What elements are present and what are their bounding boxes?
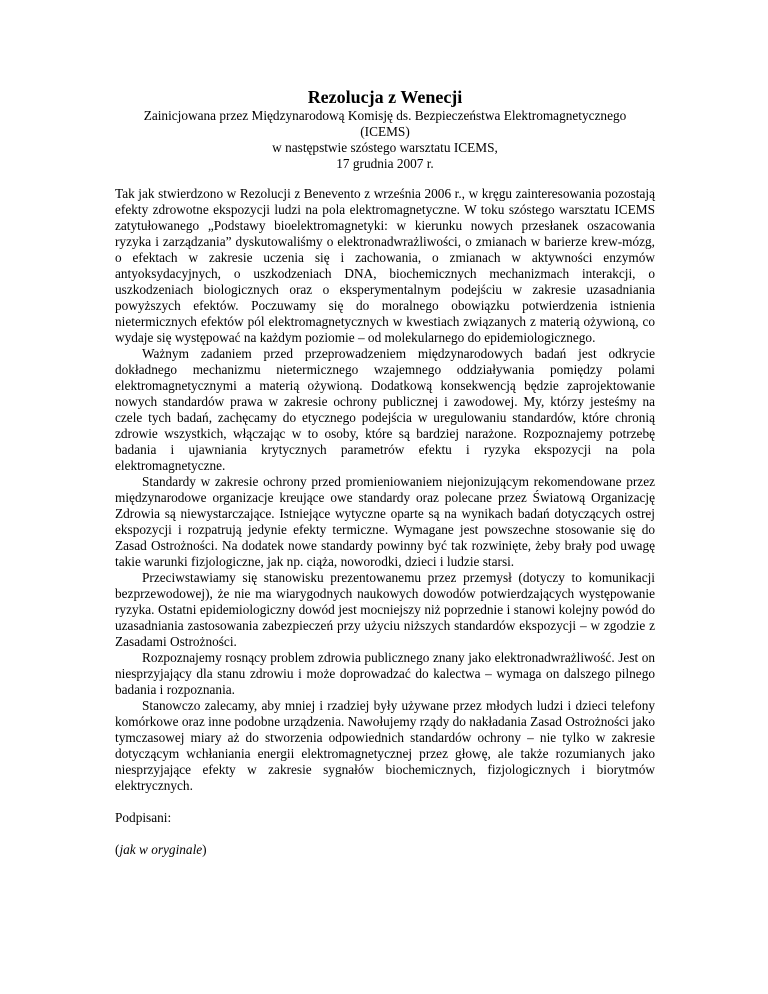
paragraph: Stanowczo zalecamy, aby mniej i rzadziej były używane przez młodych ludzi i dzieci telefony komórkowe oraz inne podobne urządzenia. Nawołujemy rządy do nakładania Zasad Ostrożności jako tymczasowej miary aż do stworzenia odpowiednich standardów ochrony – nie tylko w zakresie dotyczącym wchłaniania energii elektromagnetycznej przez głowę, ale także rozumianych jako niesprzyjające efekty w zakresie sygnałów biochemicznych, fizjologicznych i biorytmów elektrycznych. <box>115 698 655 793</box>
subtitle-line: (ICEMS) <box>360 124 410 139</box>
document-header <box>115 86 655 172</box>
subtitle-line: w następstwie szóstego warsztatu ICEMS, <box>272 140 498 155</box>
paragraph: Rozpoznajemy rosnący problem zdrowia publicznego znany jako elektronadwrażliwość. Jest on niesprzyjający dla stanu zdrowiu i może doprowadzać do kalectwa – wymaga on dalszego pilnego badania i rozpoznania. <box>115 650 655 697</box>
paragraph: Tak jak stwierdzono w Rezolucji z Benevento z września 2006 r., w kręgu zainteresowania pozostają efekty zdrowotne ekspozycji ludzi na pola elektromagnetyczne. W toku szóstego warsztatu ICEMS zatytułowanego „Podstawy bioelektromagnetyki: w kierunku nowych przesłanek oszacowania ryzyka i zarządzania” dyskutowaliśmy o elektronadwrażliwości, o zmianach w barierze krew-mózg, o efektach w zakresie uczenia się i zachowania, o zmianach w aktywności enzymów antyoksydacyjnych, o uszkodzeniach DNA, biochemicznych mechanizmach interakcji, o uszkodzeniach biologicznych oraz o eksperymentalnym podejściu w zakresie uzasadniania powyższych efektów. Poczuwamy się do moralnego obowiązku potwierdzenia istnienia nietermicznych efektów pól elektromagnetycznych w kwestiach związanych z materią ożywioną, co wydaje się występować na każdym poziomie – od molekularnego do epidemiologicznego. <box>115 186 655 345</box>
document-body <box>115 186 655 794</box>
signatories-note <box>115 842 655 858</box>
document-page <box>115 86 655 858</box>
paragraph: Przeciwstawiamy się stanowisku prezentowanemu przez przemysł (dotyczy to komunikacji bezprzewodowej), że nie ma wiarygodnych naukowych dowodów potwierdzających występowanie ryzyka. Ostatni epidemiologiczny dowód jest mocniejszy niż poprzednie i stanowi kolejny powód do uzasadniania zastosowania zabezpieczeń przy użyciu niższych standardów ekspozycji – w zgodzie z Zasadami Ostrożności. <box>115 570 655 649</box>
signatories-note-text: jak w oryginale <box>119 842 203 857</box>
paragraph: Ważnym zadaniem przed przeprowadzeniem międzynarodowych badań jest odkrycie dokładnego mechanizmu nietermicznego wzajemnego oddziaływania pomiędzy polami elektromagnetycznymi a materią ożywioną. Dodatkową konsekwencją będzie zaprojektowanie nowych standardów prawa w zakresie ochrony publicznej i zawodowej. My, którzy jesteśmy na czele tych badań, zachęcamy do etycznego podejścia w uregulowaniu standardów, które chronią zdrowie wszystkich, włączając w to osoby, które są bardziej narażone. Rozpoznajemy potrzebę badania i ujawniania krytycznych parametrów efektu i ryzyka ekspozycji na pola elektromagnetyczne. <box>115 346 655 473</box>
document-title: Rezolucja z Wenecji <box>307 87 463 107</box>
subtitle-line: Zainicjowana przez Międzynarodową Komisję ds. Bezpieczeństwa Elektromagnetycznego <box>143 108 627 123</box>
paragraph: Standardy w zakresie ochrony przed promieniowaniem niejonizującym rekomendowane przez międzynarodowe organizacje kreujące owe standardy oraz polecane przez Światową Organizację Zdrowia są niewystarczające. Istniejące wytyczne oparte są na wynikach badań dotyczących ostrej ekspozycji i rozpatrują jedynie efekty termiczne. Wymagane jest powszechne stosowanie się do Zasad Ostrożności. Na dodatek nowe standardy powinny być tak rozwinięte, żeby brały pod uwagę takie warunki fizjologiczne, jak np. ciąża, noworodki, dzieci i ludzie starsi. <box>115 474 655 569</box>
subtitle-date: 17 grudnia 2007 r. <box>336 156 434 171</box>
signed-label: Podpisani: <box>115 810 172 825</box>
note-close: ) <box>202 842 207 857</box>
note-open: ( <box>115 842 120 857</box>
